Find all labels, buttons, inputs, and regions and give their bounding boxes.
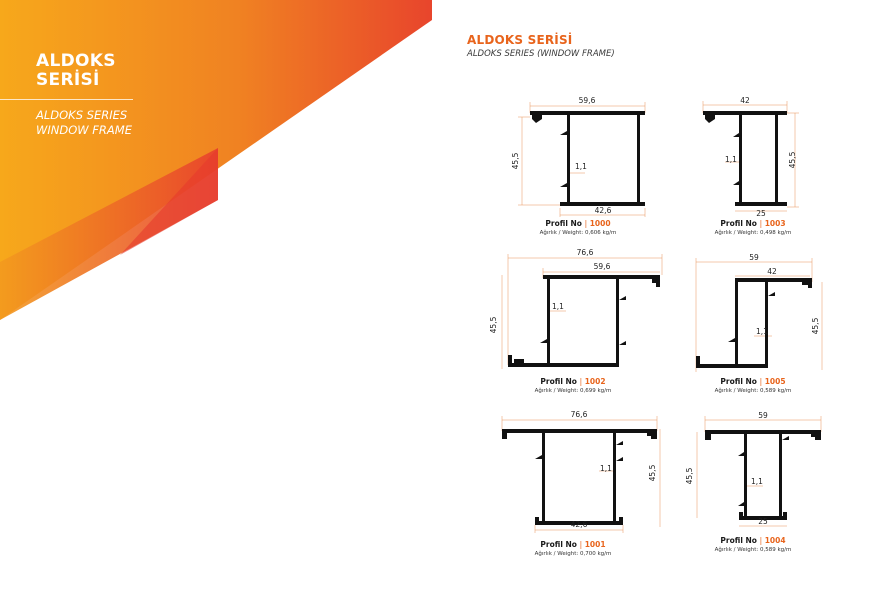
- svg-text:45,5: 45,5: [489, 316, 498, 334]
- profile-1001-drawing: [495, 405, 675, 535]
- svg-text:42,6: 42,6: [594, 206, 612, 215]
- svg-text:1,1: 1,1: [552, 302, 564, 311]
- svg-text:45,5: 45,5: [511, 152, 520, 170]
- banner-title: [36, 52, 116, 90]
- profile-label: Profil No: [720, 536, 757, 545]
- profile-1004-caption: Profil No | 1004 Ağırlık / Weight: 0,589 kg/m: [653, 536, 853, 554]
- profile-1001-caption: Profil No | 1001 Ağırlık / Weight: 0,700 kg/m: [473, 540, 673, 558]
- svg-text:42: 42: [740, 96, 750, 105]
- profile-weight: Ağırlık / Weight: 0,498 kg/m: [714, 230, 792, 236]
- profile-1003-drawing: [695, 95, 805, 218]
- svg-text:76,6: 76,6: [576, 248, 594, 257]
- profile-number: 1005: [764, 377, 786, 386]
- svg-text:45,5: 45,5: [648, 464, 657, 482]
- profile-weight: Ağırlık / Weight: 0,700 kg/m: [534, 551, 612, 557]
- svg-text:42: 42: [767, 267, 777, 276]
- profile-1000-caption: Profil No | 1000 Ağırlık / Weight: 0,606 kg/m: [478, 219, 678, 237]
- svg-text:1,1: 1,1: [600, 464, 612, 473]
- profile-1005-caption: Profil No | 1005 Ağırlık / Weight: 0,589 kg/m: [653, 377, 853, 395]
- profile-label: Profil No: [540, 377, 577, 386]
- banner-title-line2: SERİSİ: [36, 70, 100, 90]
- banner-subtitle-line2: WINDOW FRAME: [36, 123, 132, 137]
- profile-1005-drawing: [690, 252, 825, 377]
- profile-number: 1002: [584, 377, 606, 386]
- svg-text:1,1: 1,1: [575, 162, 587, 171]
- profile-label: Profil No: [720, 377, 757, 386]
- profile-label: Profil No: [540, 540, 577, 549]
- page-subtitle: ALDOKS SERIES (WINDOW FRAME): [467, 49, 615, 59]
- banner-subtitle: [36, 108, 132, 138]
- page-title: ALDOKS SERİSİ: [467, 33, 573, 47]
- svg-text:59,6: 59,6: [578, 96, 596, 105]
- profile-number: 1003: [764, 219, 786, 228]
- svg-text:25: 25: [758, 517, 768, 526]
- svg-text:59,6: 59,6: [593, 262, 611, 271]
- svg-text:1,1: 1,1: [756, 327, 768, 336]
- profile-label: Profil No: [545, 219, 582, 228]
- profile-weight: Ağırlık / Weight: 0,606 kg/m: [539, 230, 617, 236]
- profile-1000-drawing: [511, 95, 665, 215]
- profile-label: Profil No: [720, 219, 757, 228]
- svg-text:25: 25: [756, 209, 766, 218]
- banner-title-line1: ALDOKS: [36, 51, 116, 71]
- profile-number: 1004: [764, 536, 786, 545]
- profile-weight: Ağırlık / Weight: 0,589 kg/m: [714, 547, 792, 553]
- svg-text:59: 59: [758, 411, 768, 420]
- banner-divider: [0, 99, 133, 100]
- svg-text:42,6: 42,6: [570, 520, 588, 529]
- profile-1003-caption: Profil No | 1003 Ağırlık / Weight: 0,498 kg/m: [653, 219, 853, 237]
- profile-weight: Ağırlık / Weight: 0,699 kg/m: [534, 388, 612, 394]
- svg-text:76,6: 76,6: [570, 410, 588, 419]
- profile-1004-drawing: [685, 410, 825, 535]
- svg-text:45,5: 45,5: [788, 151, 797, 169]
- profile-1002-drawing: [488, 245, 668, 375]
- svg-text:45,5: 45,5: [685, 467, 694, 485]
- svg-text:1,1: 1,1: [751, 477, 763, 486]
- profile-number: 1000: [589, 219, 611, 228]
- profile-1002-caption: Profil No | 1002 Ağırlık / Weight: 0,699 kg/m: [473, 377, 673, 395]
- profile-weight: Ağırlık / Weight: 0,589 kg/m: [714, 388, 792, 394]
- svg-text:45,5: 45,5: [811, 317, 820, 335]
- svg-text:59: 59: [749, 253, 759, 262]
- profile-number: 1001: [584, 540, 606, 549]
- banner-subtitle-line1: ALDOKS SERIES: [36, 108, 128, 122]
- svg-text:1,1: 1,1: [725, 155, 737, 164]
